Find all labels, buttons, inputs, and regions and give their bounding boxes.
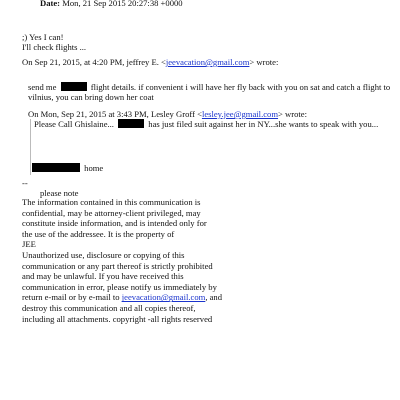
attribution-suffix: > wrote: (249, 57, 279, 67)
message-text: flight details. if convenient i will have her fly back with you on sat and catch a flight to (90, 82, 391, 92)
disclaimer-text: , and (205, 292, 223, 303)
send-me-text: send me (28, 82, 57, 92)
reply-line-2: I'll check flights ... (22, 42, 87, 52)
quoted-message-line-2: vilnius, you can bring down her coat (28, 92, 154, 102)
quote-attribution-2 (28, 109, 307, 120)
message-text: home (84, 163, 104, 173)
date-value: Mon, 21 Sep 2015 20:27:38 +0000 (62, 0, 183, 8)
disclaimer-text: return e-mail or by e-mail to (22, 292, 122, 303)
disclaimer-line: communication or any part thereof is strictly prohibited (22, 260, 213, 271)
please-note: please note (40, 188, 79, 198)
disclaimer-line: Unauthorized use, disclosure or copying of this (22, 249, 185, 260)
disclaimer-block (22, 197, 222, 324)
disclaimer-line: confidential, may be attorney-client privileged, may (22, 207, 201, 218)
disclaimer-line: including all attachments. copyright -all rights reserved (22, 313, 213, 324)
email-link[interactable]: jeevacation@gmail.com (121, 292, 206, 303)
redaction-box (118, 119, 144, 128)
email-date-header (40, 0, 183, 9)
disclaimer-line: communication in error, please notify us immediately by (22, 281, 217, 292)
quote-attribution-1 (22, 57, 278, 68)
disclaimer-line: The information contained in this communication is (22, 197, 201, 207)
redaction-box (32, 163, 80, 172)
email-link[interactable]: lesley.jee@gmail.com (201, 109, 279, 119)
redaction-box (61, 82, 87, 91)
date-label: Date: (40, 0, 61, 8)
disclaimer-email-line (22, 292, 222, 303)
quoted-message-line-1 (28, 82, 390, 93)
message-text: Please Call Ghislaine... (34, 119, 114, 129)
quoted-message-line-3 (34, 119, 378, 130)
attribution-prefix: On Mon, Sep 21, 2015 at 3:43 PM, Lesley Groff < (28, 109, 202, 119)
disclaimer-line: the use of the addressee. It is the property of (22, 228, 175, 239)
message-text: has just filed suit against her in NY...she wants to speak with you... (148, 119, 379, 129)
disclaimer-line: JEE (22, 239, 36, 250)
attribution-suffix: > wrote: (278, 109, 307, 119)
reply-line-1: ;) Yes I can! (22, 32, 64, 42)
disclaimer-line: and may be unlawful. If you have received this (22, 271, 184, 282)
quote-bar (30, 119, 31, 175)
quoted-message-line-4 (32, 163, 103, 174)
disclaimer-line: constitute inside information, and is intended only for (22, 218, 207, 229)
signature-dashes: -- (22, 178, 28, 188)
email-link[interactable]: jeevacation@gmail.com (165, 57, 250, 67)
attribution-prefix: On Sep 21, 2015, at 4:20 PM, jeffrey E. < (22, 57, 166, 67)
disclaimer-line: destroy this communication and all copies thereof, (22, 302, 196, 313)
